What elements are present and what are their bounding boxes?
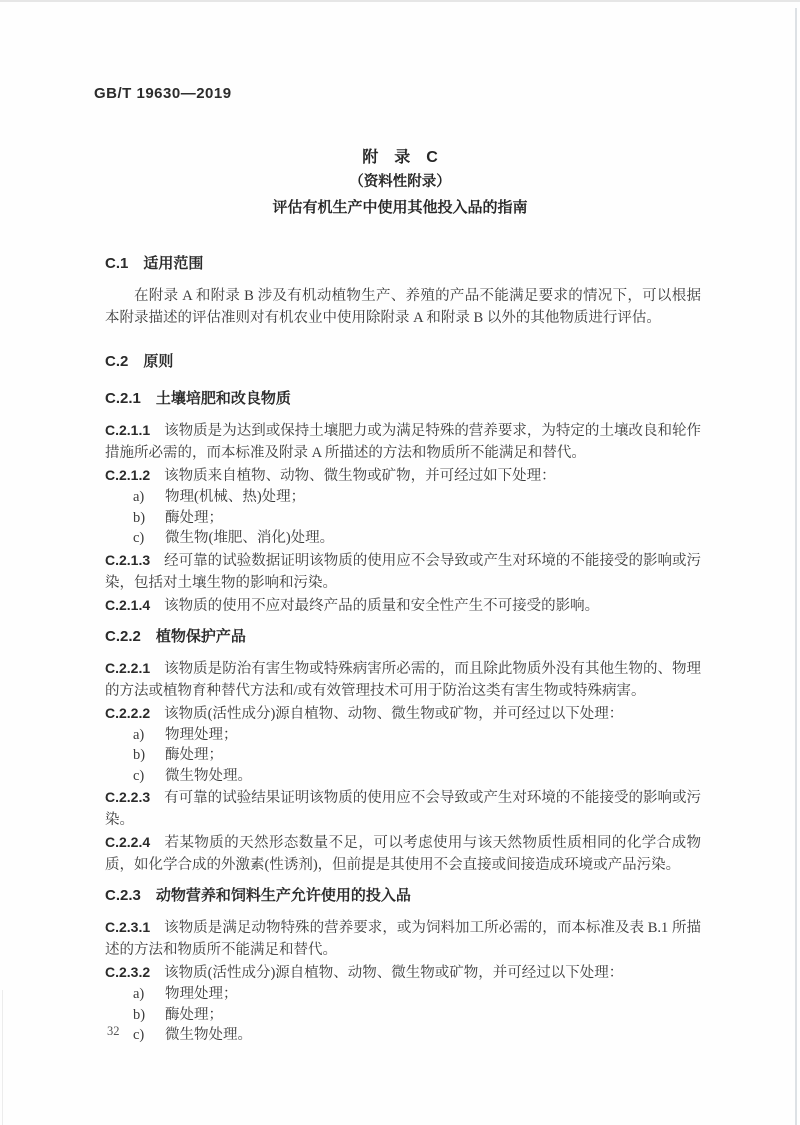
list-item-marker: c) [133,530,145,546]
clause-text: 该物质(活性成分)源自植物、动物、微生物或矿物，并可经过以下处理： [164,705,624,722]
clause-number: C.2.2.3 [105,789,151,805]
section-title: 植物保护产品 [155,627,246,645]
section-number: C.2.3 [105,887,141,904]
list-item-text: 酶处理； [165,509,223,526]
list-item [105,725,701,746]
list-item-marker: b) [133,509,146,526]
clause-text: 经可靠的试验数据证明该物质的使用应不会导致或产生对环境的不能接受的影响或污染，包括对土壤生物的影响和污染。 [105,552,701,591]
clause-paragraph [105,786,701,831]
clause-number: C.2.1.4 [105,596,151,613]
section-title: 土壤培肥和改良物质 [155,390,291,407]
list-item [105,528,701,549]
clause-text: 该物质是防治有害生物或特殊病害所必需的，而且除此物质外没有其他生物的、物理的方法或植物育种替代方法和/或有效管理技术可用于防治这类有害生物或特殊病害。 [105,660,701,699]
list-item-text: 物理处理； [165,726,238,743]
standard-number: GB/T 19630—2019 [94,85,232,102]
document-body [105,220,701,1046]
scan-edge-top [0,0,800,2]
list-item-marker: a) [133,726,145,743]
clause-text: 该物质(活性成分)源自植物、动物、微生物或矿物，并可经过以下处理： [164,965,624,981]
list-item-marker: a) [133,489,145,505]
list-item-marker: c) [133,767,145,784]
list-item-marker: b) [133,1006,146,1023]
list-item-text: 物理(机械、热)处理； [165,489,306,505]
clause-number: C.2.2.2 [105,704,151,721]
section-heading [105,627,701,647]
section-heading [105,352,701,372]
section-number: C.2.1 [105,390,141,407]
list-item [105,1005,701,1026]
clause-number: C.2.2.4 [105,834,151,850]
list-item-text: 酶处理； [165,747,223,763]
section-number: C.2.2 [105,627,141,645]
section-heading [105,254,701,274]
clause-paragraph [105,961,701,984]
clause-text: 该物质来自植物、动物、微生物或矿物，并可经过如下处理： [164,468,556,484]
list-item-text: 微生物处理。 [165,1027,252,1043]
clause-paragraph [105,419,701,464]
clause-text: 该物质是满足动物特殊的营养要求，或为饲料加工所必需的，而本标准及表 B.1 所描述的方法和物质所不能满足和替代。 [105,920,701,958]
list-item-marker: c) [133,1027,145,1043]
section-number: C.2 [105,353,129,370]
clause-paragraph [105,464,701,487]
section-heading [105,886,701,906]
page-number: 32 [107,1024,120,1038]
list-item [105,487,701,508]
clause-number: C.2.2.1 [105,659,151,676]
appendix-subtitle: （资料性附录） [349,174,451,190]
section-heading [105,389,701,409]
section-number: C.1 [105,255,129,272]
list-item [105,766,701,787]
clause-number: C.2.1.2 [105,467,151,483]
list-item [105,508,701,529]
clause-text: 该物质是为达到或保持土壤肥力或为满足特殊的营养要求，为特定的土壤改良和轮作措施所必需的，而本标准及附录 A 所描述的方法和物质所不能满足和替代。 [105,423,701,461]
clause-paragraph [105,916,701,961]
clause-text: 该物质的使用不应对最终产品的质量和安全性产生不可接受的影响。 [164,597,600,614]
list-item-marker: a) [133,986,145,1002]
list-item [105,745,701,766]
clause-number: C.2.3.2 [105,964,151,980]
scan-edge-left [2,990,3,1125]
list-item-text: 物理处理； [165,986,238,1002]
clause-paragraph [105,831,701,876]
clause-text: 若某物质的天然形态数量不足，可以考虑使用与该天然物质性质相同的化学合成物质，如化学合成的外激素(性诱剂)，但前提是其使用不会直接或间接造成环境或产品污染。 [105,835,701,873]
appendix-title-block [0,145,800,221]
list-item-text: 酶处理； [165,1006,223,1023]
list-item [105,1025,701,1046]
clause-paragraph [105,702,701,725]
clause-paragraph [105,657,701,702]
clause-number: C.2.1.3 [105,551,151,568]
section-title: 原则 [143,353,174,370]
clause-paragraph [105,549,701,594]
clause-paragraph [105,594,701,617]
appendix-heading: 评估有机生产中使用其他投入品的指南 [272,199,528,216]
list-item [105,984,701,1005]
clause-number: C.2.3.1 [105,919,151,935]
list-item-marker: b) [133,747,146,763]
clause-text: 有可靠的试验结果证明该物质的使用应不会导致或产生对环境的不能接受的影响或污染。 [105,790,701,828]
section-title: 动物营养和饲料生产允许使用的投入品 [155,887,411,904]
list-item-text: 微生物(堆肥、消化)处理。 [165,530,335,546]
appendix-title: 附 录 C [362,149,438,166]
list-item-text: 微生物处理。 [165,767,252,784]
section-title: 适用范围 [143,255,204,272]
clause-number: C.2.1.1 [105,422,151,438]
paragraph: 在附录 A 和附录 B 涉及有机动植物生产、养殖的产品不能满足要求的情况下，可以根据本附录描述的评估准则对有机农业中使用除附录 A 和附录 B 以外的其他物质进行评估。 [105,288,701,326]
